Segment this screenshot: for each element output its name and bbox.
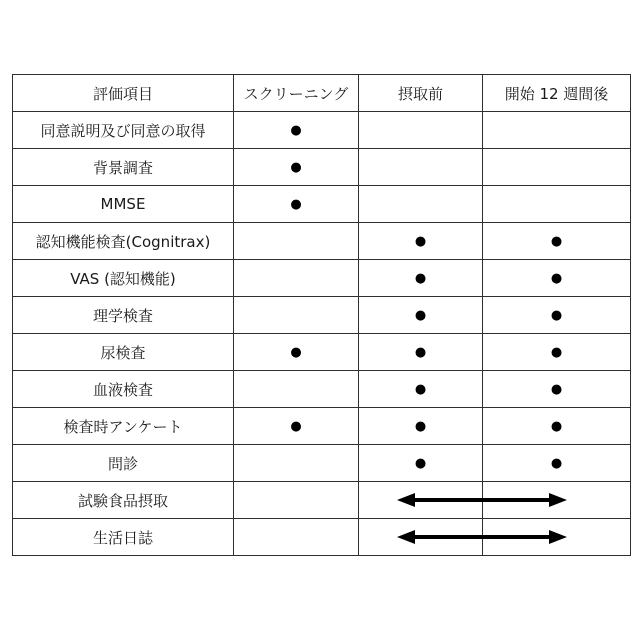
marker-cell-screening: ● [234,149,359,186]
arrowhead-left-icon [397,530,415,544]
marker-cell-screening [234,297,359,334]
marker-cell-post: ● [483,445,631,482]
marker-cell-pre [359,149,483,186]
marker-cell-post [483,149,631,186]
marker-cell-screening: ● [234,112,359,149]
evaluation-schedule-table [12,74,631,556]
marker-cell-screening: ● [234,408,359,445]
marker-cell-screening: ● [234,334,359,371]
table-row [13,112,631,149]
marker-cell-screening [234,371,359,408]
arrow-shaft [415,535,549,539]
marker-cell-pre: ● [359,297,483,334]
arrowhead-right-icon [549,530,567,544]
arrowhead-left-icon [397,493,415,507]
header-row [13,75,631,112]
row-label: 認知機能検査(Cognitrax) [13,223,234,260]
marker-cell-screening [234,445,359,482]
column-header-pre-intake: 摂取前 [359,75,483,112]
table-row [13,371,631,408]
marker-cell-pre: ● [359,371,483,408]
table-row [13,519,631,556]
marker-cell-pre: ● [359,408,483,445]
marker-cell-screening [234,519,359,556]
marker-cell-screening [234,260,359,297]
row-label: 試験食品摂取 [13,482,234,519]
table-row [13,297,631,334]
arrowhead-right-icon [549,493,567,507]
table-row [13,186,631,223]
marker-cell-pre: ● [359,445,483,482]
row-label: 理学検査 [13,297,234,334]
marker-cell-post [483,186,631,223]
table-row [13,482,631,519]
row-label: 生活日誌 [13,519,234,556]
marker-cell-post: ● [483,408,631,445]
marker-cell-pre [359,112,483,149]
marker-cell-post: ● [483,260,631,297]
marker-cell-post: ● [483,297,631,334]
marker-cell-post: ● [483,371,631,408]
marker-cell-screening [234,223,359,260]
table-row [13,223,631,260]
marker-cell-screening: ● [234,186,359,223]
table-row [13,149,631,186]
marker-cell-pre: ● [359,334,483,371]
marker-cell-screening [234,482,359,519]
row-label: VAS (認知機能) [13,260,234,297]
marker-cell-post: ● [483,334,631,371]
column-header-screening: スクリーニング [234,75,359,112]
row-label: 尿検査 [13,334,234,371]
marker-cell-pre: ● [359,223,483,260]
double-arrow-icon [397,529,567,545]
table-row [13,260,631,297]
marker-cell-pre: ● [359,260,483,297]
marker-cell-post: ● [483,223,631,260]
column-header-12-weeks: 開始 12 週間後 [483,75,631,112]
table-row [13,408,631,445]
row-label: 同意説明及び同意の取得 [13,112,234,149]
table-row [13,334,631,371]
row-label: 血液検査 [13,371,234,408]
row-label: MMSE [13,186,234,223]
marker-cell-pre [359,186,483,223]
marker-cell-diary-period [359,519,483,556]
table-row [13,445,631,482]
row-label: 背景調査 [13,149,234,186]
double-arrow-icon [397,492,567,508]
marker-cell-post [483,112,631,149]
column-header-item: 評価項目 [13,75,234,112]
arrow-shaft [415,498,549,502]
row-label: 検査時アンケート [13,408,234,445]
marker-cell-intake-period [359,482,483,519]
row-label: 問診 [13,445,234,482]
